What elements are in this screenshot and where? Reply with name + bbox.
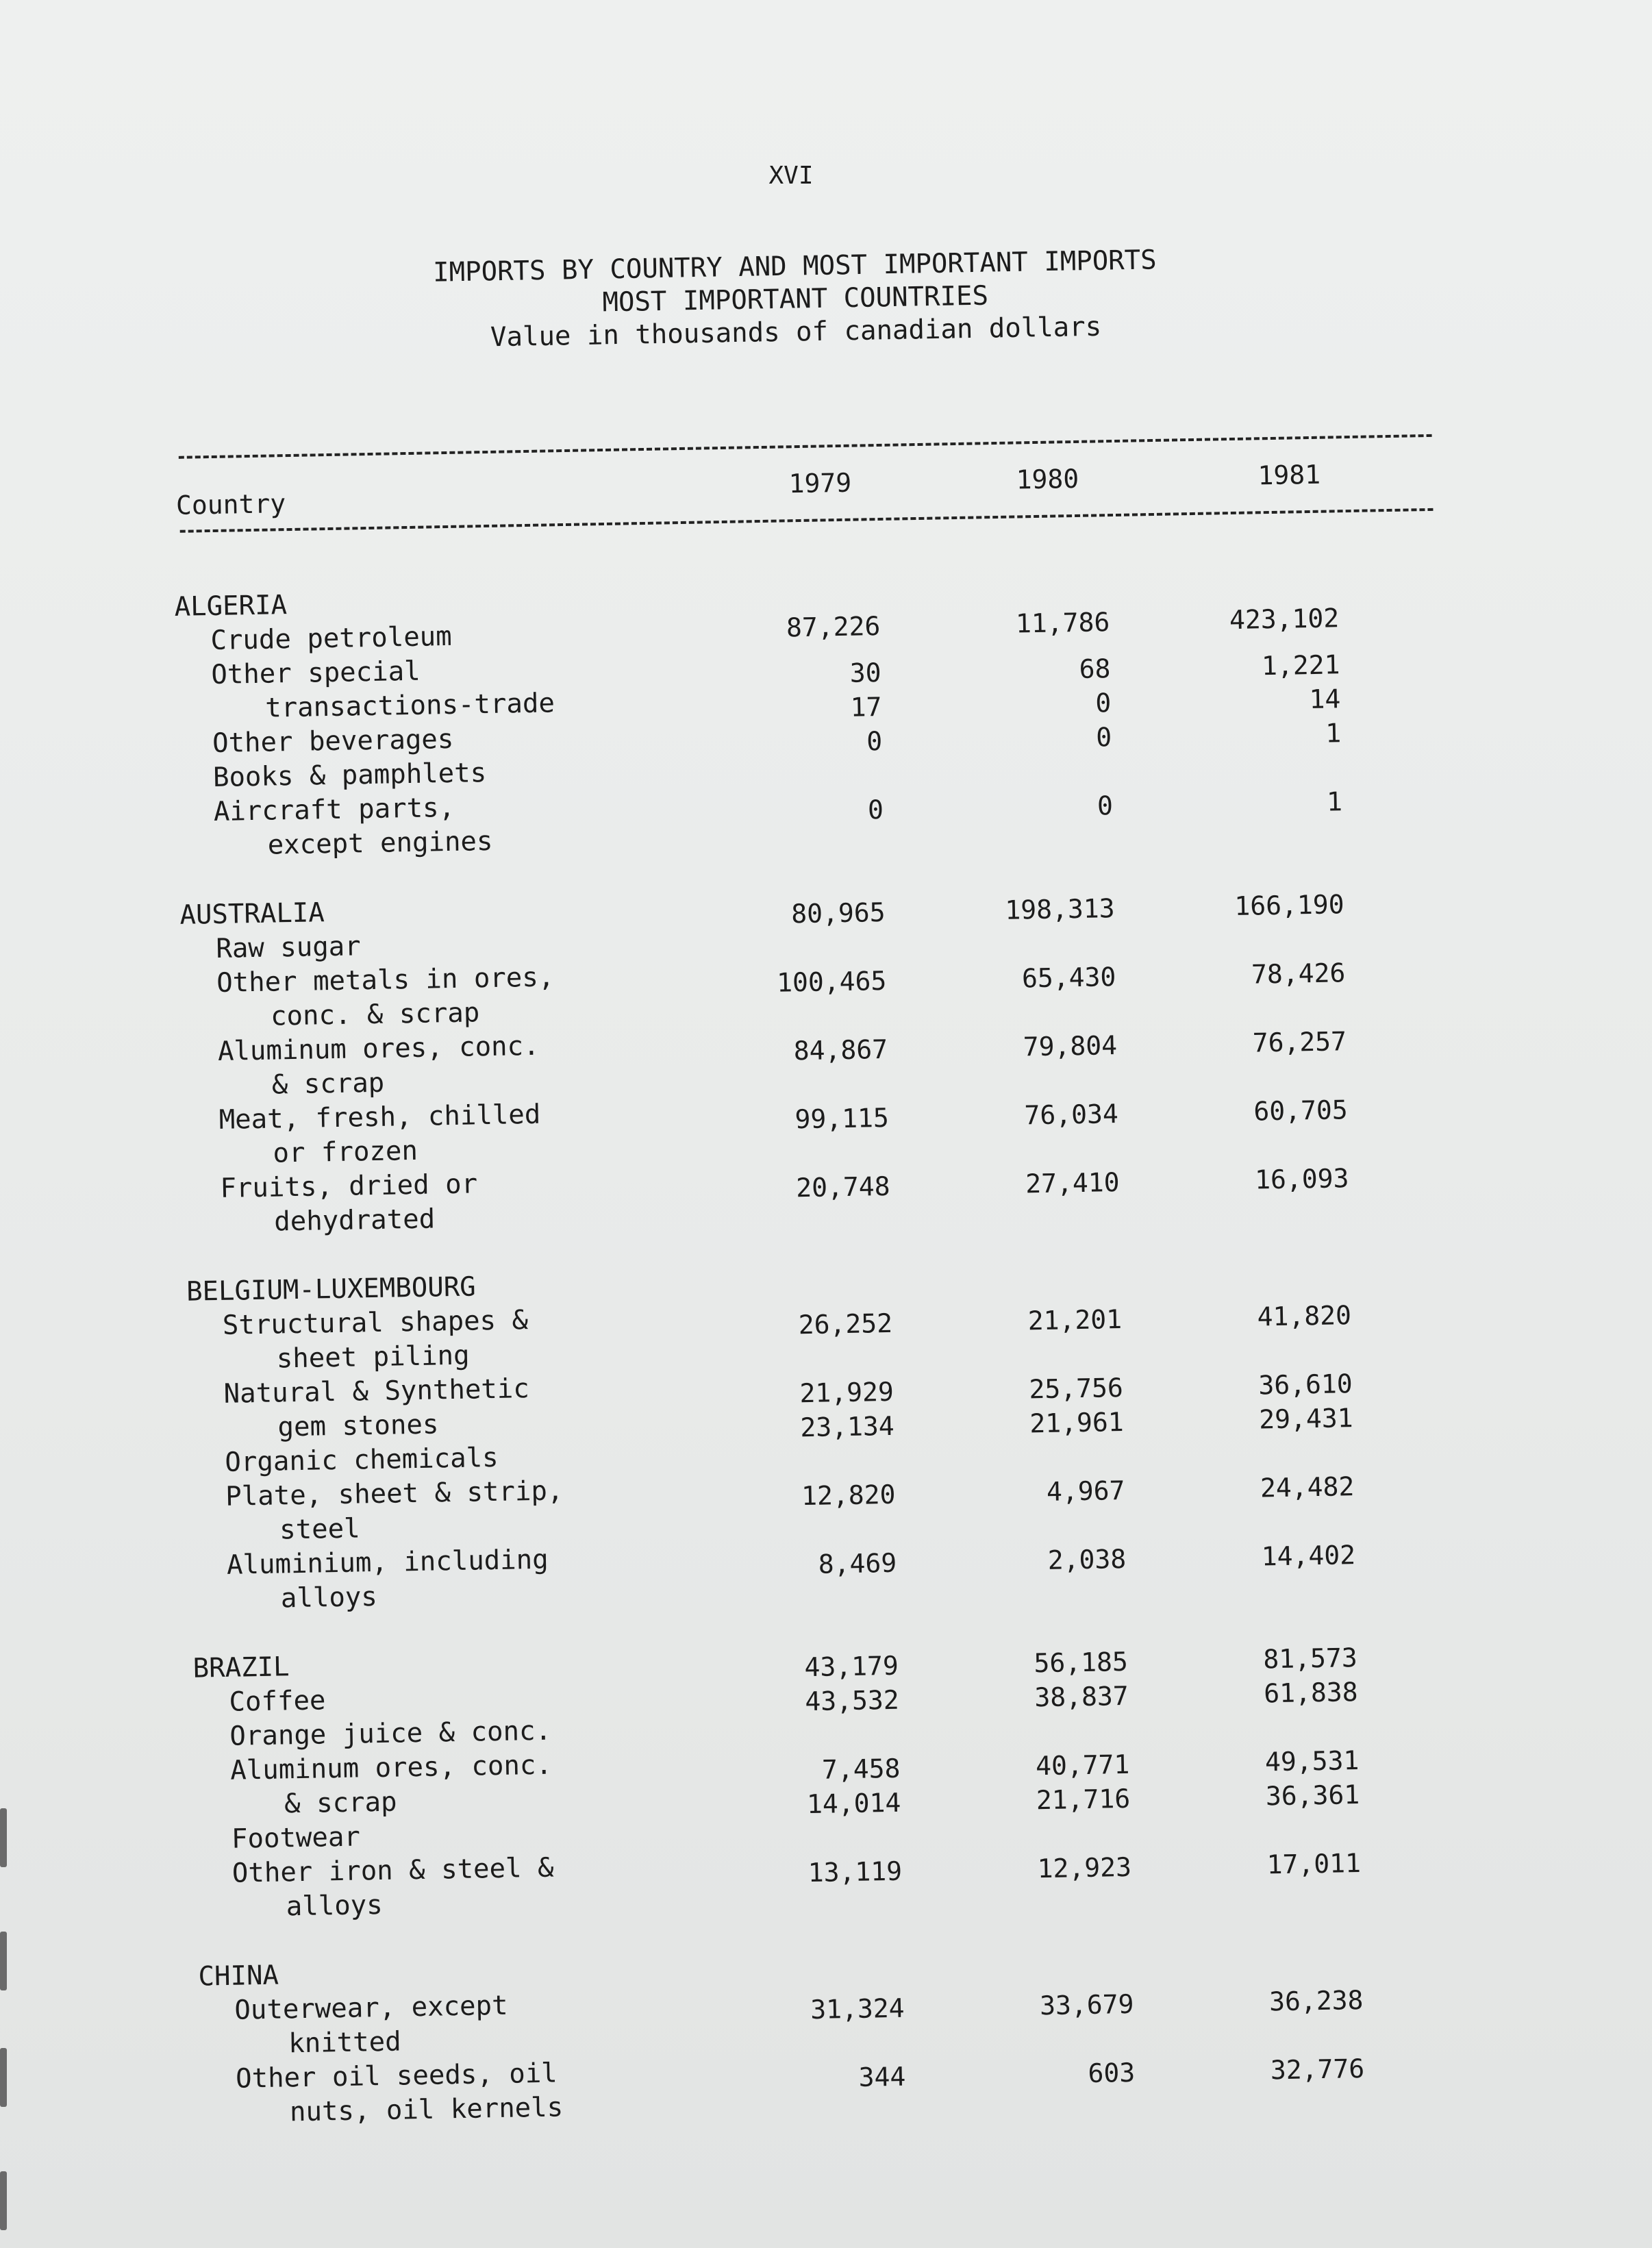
country-name: BELGIUM-LUXEMBOURG	[186, 1271, 477, 1308]
value-1981: 24,482	[1260, 1471, 1355, 1503]
value-1981: 1	[1326, 786, 1343, 817]
value-1979: 30	[849, 657, 881, 688]
value-1981: 1,221	[1261, 649, 1340, 682]
binding-hole	[0, 1932, 7, 1990]
item-label: Other beverages	[212, 723, 454, 760]
item-label: Aluminum ores, conc.	[229, 1749, 553, 1786]
value-1981: 17,011	[1266, 1848, 1362, 1880]
item-label: Aircraft parts,	[213, 792, 455, 828]
item-label-cont: gem stones	[277, 1409, 439, 1443]
value-1979: 344	[858, 2061, 906, 2093]
value-1980: 68	[1079, 653, 1111, 684]
value-1979: 100,465	[776, 965, 887, 998]
value-1979: 13,119	[808, 1856, 903, 1888]
value-1979: 84,867	[793, 1034, 888, 1066]
value-1980: 38,837	[1034, 1680, 1129, 1713]
value-1980: 4,967	[1046, 1475, 1125, 1507]
value-1981: 81,573	[1263, 1643, 1358, 1675]
item-label: Plate, sheet & strip,	[225, 1475, 564, 1512]
value-1979: 43,179	[804, 1650, 899, 1683]
value-1980: 25,756	[1029, 1372, 1124, 1405]
item-label-cont: except engines	[267, 825, 493, 861]
item-label-cont: & scrap	[271, 1067, 385, 1101]
value-1981: 76,257	[1252, 1026, 1347, 1058]
value-1979: 0	[867, 794, 884, 825]
value-1981: 32,776	[1270, 2053, 1365, 2086]
value-1981: 36,361	[1265, 1779, 1360, 1812]
value-1979: 12,820	[801, 1479, 896, 1512]
title-line-2: MOST IMPORTANT COUNTRIES	[602, 280, 989, 319]
value-1980: 21,716	[1036, 1783, 1131, 1816]
country-name: ALGERIA	[174, 590, 288, 623]
value-1979: 87,226	[786, 610, 881, 643]
item-label: Other special	[210, 655, 421, 691]
country-name: BRAZIL	[192, 1651, 290, 1684]
value-1981: 36,238	[1268, 1984, 1364, 2017]
value-1980: 76,034	[1024, 1099, 1119, 1131]
value-1979: 21,929	[799, 1376, 894, 1409]
value-1980: 198,313	[1005, 893, 1115, 925]
item-label: Coffee	[229, 1685, 326, 1718]
header-top-rule	[179, 434, 1432, 459]
value-1981: 60,705	[1253, 1095, 1349, 1127]
item-label: Other metals in ores,	[216, 962, 555, 999]
value-1980: 33,679	[1039, 1988, 1134, 2021]
item-label: Structural shapes &	[222, 1305, 529, 1341]
value-1980: 21,201	[1027, 1303, 1123, 1336]
value-1980: 56,185	[1034, 1646, 1129, 1679]
imports-table	[171, 403, 1468, 2151]
value-1981: 78,426	[1251, 958, 1346, 990]
value-1981: 16,093	[1254, 1163, 1349, 1195]
item-label: Natural & Synthetic	[223, 1373, 530, 1410]
item-label: Raw sugar	[215, 931, 362, 964]
value-1980: 2,038	[1047, 1543, 1127, 1575]
binding-hole	[0, 2171, 7, 2230]
item-label-cont: & scrap	[284, 1786, 397, 1820]
binding-hole	[0, 2048, 7, 2107]
value-1981: 49,531	[1264, 1745, 1360, 1777]
value-1980: 603	[1088, 2057, 1136, 2089]
value-1979: 14,014	[806, 1787, 901, 1820]
column-header-country: Country	[175, 488, 286, 521]
value-1981: 1	[1325, 718, 1342, 749]
value-1979: 26,252	[798, 1308, 893, 1340]
value-1980: 40,771	[1035, 1749, 1130, 1782]
value-1979: 8,469	[818, 1547, 897, 1579]
item-label-cont: nuts, oil kernels	[289, 2092, 564, 2128]
country-name: CHINA	[198, 1960, 279, 1993]
country-name: AUSTRALIA	[179, 897, 325, 931]
item-label-cont: or frozen	[273, 1135, 418, 1169]
value-1980: 0	[1097, 790, 1114, 821]
page-number: XVI	[768, 162, 814, 190]
value-1981: 36,610	[1258, 1369, 1353, 1401]
item-label-cont: sheet piling	[276, 1340, 470, 1375]
value-1979: 31,324	[810, 1993, 905, 2025]
value-1980: 12,923	[1037, 1851, 1132, 1884]
value-1979: 20,748	[795, 1171, 890, 1203]
item-label: Footwear	[231, 1821, 361, 1855]
value-1979: 0	[866, 725, 883, 757]
title-line-1: IMPORTS BY COUNTRY AND MOST IMPORTANT IMPORTS	[432, 245, 1157, 288]
value-1981: 29,431	[1258, 1403, 1353, 1435]
value-1981: 41,820	[1257, 1300, 1352, 1332]
value-1980: 27,410	[1025, 1167, 1120, 1199]
item-label: Meat, fresh, chilled	[218, 1099, 541, 1136]
value-1981: 14,402	[1261, 1540, 1356, 1572]
item-label-cont: knitted	[288, 2026, 402, 2060]
value-1979: 7,458	[821, 1753, 901, 1785]
value-1979: 99,115	[794, 1102, 890, 1135]
value-1980: 65,430	[1021, 962, 1116, 994]
value-1980: 0	[1095, 722, 1112, 753]
value-1979: 43,532	[805, 1684, 900, 1717]
value-1981: 14	[1309, 684, 1341, 715]
column-header-1980: 1980	[1016, 463, 1079, 495]
item-label: Crude petroleum	[210, 621, 453, 657]
item-label-cont: transactions-trade	[264, 688, 555, 724]
value-1979: 80,965	[790, 897, 886, 929]
item-label-cont: alloys	[286, 1889, 384, 1923]
value-1980: 0	[1095, 688, 1112, 719]
item-label: Aluminum ores, conc.	[217, 1030, 540, 1067]
binding-hole	[0, 1808, 7, 1867]
item-label: Fruits, dried or	[220, 1169, 478, 1204]
item-label: Books & pamphlets	[212, 758, 487, 794]
column-header-1981: 1981	[1257, 459, 1321, 491]
table-title	[384, 239, 1207, 360]
title-line-3: Value in thousands of canadian dollars	[490, 311, 1102, 353]
value-1980: 79,804	[1023, 1030, 1118, 1062]
column-header-1979: 1979	[788, 467, 852, 499]
value-1981: 423,102	[1229, 603, 1340, 636]
item-label-cont: steel	[279, 1513, 360, 1546]
value-1979: 23,134	[800, 1410, 895, 1443]
item-label-cont: conc. & scrap	[270, 997, 480, 1032]
value-1980: 21,961	[1029, 1406, 1125, 1439]
header-bottom-rule	[180, 508, 1434, 533]
value-1980: 11,786	[1015, 607, 1110, 639]
item-label: Other iron & steel &	[231, 1852, 554, 1889]
item-label: Outerwear, except	[234, 1990, 508, 2026]
item-label-cont: dehydrated	[273, 1203, 436, 1238]
item-label: Organic chemicals	[225, 1442, 499, 1478]
value-1979: 17	[850, 691, 882, 723]
item-label: Orange juice & conc.	[229, 1715, 552, 1752]
value-1981: 166,190	[1234, 889, 1344, 922]
value-1981: 61,838	[1263, 1677, 1358, 1709]
item-label: Other oil seeds, oil	[235, 2058, 558, 2095]
item-label-cont: alloys	[280, 1582, 378, 1614]
item-label: Aluminium, including	[226, 1544, 549, 1581]
